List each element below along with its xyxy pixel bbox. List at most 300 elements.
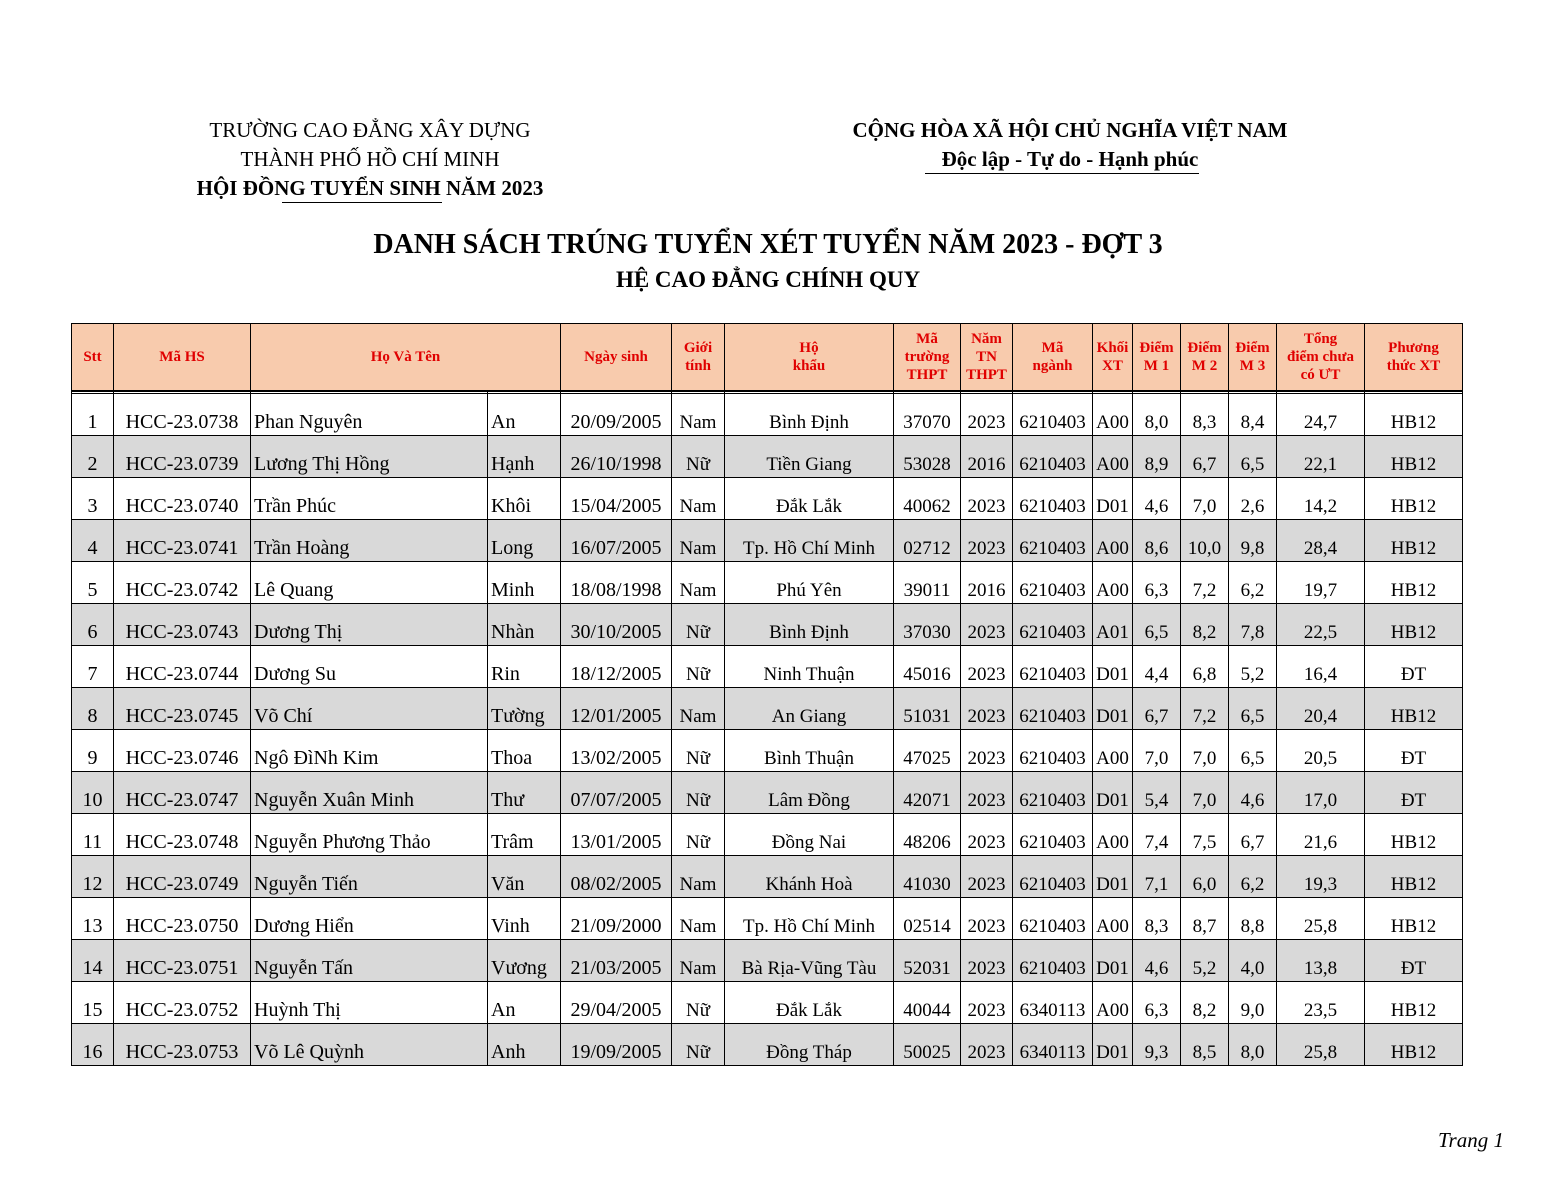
cell-ho-khau: Bà Rịa-Vũng Tàu	[725, 940, 894, 982]
cell-ho-khau: Đồng Tháp	[725, 1024, 894, 1066]
cell-ma-nganh: 6210403	[1013, 772, 1093, 814]
cell-diem-m1: 7,4	[1133, 814, 1181, 856]
admission-council: HỘI ĐỒNG TUYỂN SINH NĂM 2023	[196, 176, 544, 200]
header-ngay-sinh: Ngày sinh	[561, 324, 672, 392]
cell-diem-m1: 4,4	[1133, 646, 1181, 688]
cell-diem-m3: 6,2	[1229, 856, 1277, 898]
cell-tong-diem: 24,7	[1277, 394, 1365, 436]
cell-gioi-tinh: Nữ	[672, 646, 725, 688]
cell-ten: Thư	[488, 772, 561, 814]
cell-diem-m2: 5,2	[1181, 940, 1229, 982]
cell-stt: 7	[72, 646, 114, 688]
cell-ho-khau: Bình Thuận	[725, 730, 894, 772]
cell-ten: Tường	[488, 688, 561, 730]
cell-stt: 2	[72, 436, 114, 478]
cell-ho: Trần Hoàng	[251, 520, 488, 562]
cell-stt: 15	[72, 982, 114, 1024]
table-row	[72, 604, 1463, 646]
cell-diem-m3: 2,6	[1229, 478, 1277, 520]
cell-ten: Khôi	[488, 478, 561, 520]
cell-diem-m2: 10,0	[1181, 520, 1229, 562]
national-header	[790, 116, 1350, 174]
cell-ten: Thoa	[488, 730, 561, 772]
cell-diem-m3: 6,5	[1229, 688, 1277, 730]
header-ho-ten: Họ Và Tên	[251, 324, 561, 392]
cell-ho: Huỳnh Thị	[251, 982, 488, 1024]
cell-ma-truong: 39011	[894, 562, 961, 604]
cell-phuong-thuc: HB12	[1365, 814, 1463, 856]
cell-ma-hs: HCC-23.0752	[114, 982, 251, 1024]
cell-gioi-tinh: Nam	[672, 520, 725, 562]
cell-phuong-thuc: ĐT	[1365, 772, 1463, 814]
cell-gioi-tinh: Nữ	[672, 1024, 725, 1066]
cell-ma-hs: HCC-23.0740	[114, 478, 251, 520]
cell-gioi-tinh: Nam	[672, 394, 725, 436]
cell-ho-khau: Đồng Nai	[725, 814, 894, 856]
cell-khoi-xt: D01	[1093, 772, 1133, 814]
cell-diem-m2: 7,0	[1181, 730, 1229, 772]
national-motto: Độc lập - Tự do - Hạnh phúc	[941, 147, 1199, 171]
cell-gioi-tinh: Nữ	[672, 982, 725, 1024]
cell-ma-hs: HCC-23.0745	[114, 688, 251, 730]
cell-ma-truong: 41030	[894, 856, 961, 898]
cell-ma-truong: 52031	[894, 940, 961, 982]
cell-ho-khau: Đắk Lắk	[725, 982, 894, 1024]
cell-ngay-sinh: 08/02/2005	[561, 856, 672, 898]
admission-table	[71, 323, 1463, 1066]
cell-nam-tn: 2023	[961, 478, 1013, 520]
cell-ma-hs: HCC-23.0750	[114, 898, 251, 940]
cell-khoi-xt: D01	[1093, 1024, 1133, 1066]
cell-diem-m3: 9,8	[1229, 520, 1277, 562]
cell-ma-nganh: 6210403	[1013, 730, 1093, 772]
cell-diem-m1: 8,6	[1133, 520, 1181, 562]
cell-khoi-xt: A01	[1093, 604, 1133, 646]
cell-ho-khau: Lâm Đồng	[725, 772, 894, 814]
cell-ma-truong: 40044	[894, 982, 961, 1024]
cell-ten: Vinh	[488, 898, 561, 940]
cell-ten: An	[488, 982, 561, 1024]
cell-khoi-xt: D01	[1093, 940, 1133, 982]
cell-diem-m3: 5,2	[1229, 646, 1277, 688]
cell-khoi-xt: A00	[1093, 982, 1133, 1024]
cell-diem-m3: 7,8	[1229, 604, 1277, 646]
header-diem-m3: Điểm M 3	[1229, 324, 1277, 392]
cell-tong-diem: 22,5	[1277, 604, 1365, 646]
cell-diem-m2: 8,2	[1181, 982, 1229, 1024]
cell-phuong-thuc: HB12	[1365, 436, 1463, 478]
document-title: DANH SÁCH TRÚNG TUYỂN XÉT TUYỂN NĂM 2023 - ĐỢT 3	[373, 229, 1163, 260]
cell-diem-m2: 7,2	[1181, 688, 1229, 730]
cell-gioi-tinh: Nam	[672, 940, 725, 982]
cell-stt: 11	[72, 814, 114, 856]
header-ma-truong: Mã trường THPT	[894, 324, 961, 392]
table-row	[72, 478, 1463, 520]
cell-ma-hs: HCC-23.0753	[114, 1024, 251, 1066]
cell-ho: Lương Thị Hồng	[251, 436, 488, 478]
table-row	[72, 1024, 1463, 1066]
cell-khoi-xt: D01	[1093, 856, 1133, 898]
cell-ngay-sinh: 13/01/2005	[561, 814, 672, 856]
cell-ho-khau: Bình Định	[725, 604, 894, 646]
cell-ngay-sinh: 12/01/2005	[561, 688, 672, 730]
cell-ma-hs: HCC-23.0741	[114, 520, 251, 562]
cell-ma-hs: HCC-23.0742	[114, 562, 251, 604]
cell-stt: 3	[72, 478, 114, 520]
cell-ten: Long	[488, 520, 561, 562]
cell-diem-m1: 5,4	[1133, 772, 1181, 814]
cell-ngay-sinh: 20/09/2005	[561, 394, 672, 436]
cell-nam-tn: 2023	[961, 856, 1013, 898]
cell-nam-tn: 2023	[961, 646, 1013, 688]
left-header-rule	[282, 202, 442, 203]
page-number: Trang 1	[1438, 1128, 1504, 1152]
cell-tong-diem: 16,4	[1277, 646, 1365, 688]
table-row	[72, 520, 1463, 562]
cell-ma-truong: 51031	[894, 688, 961, 730]
cell-diem-m2: 7,0	[1181, 478, 1229, 520]
cell-ma-nganh: 6210403	[1013, 814, 1093, 856]
cell-nam-tn: 2016	[961, 436, 1013, 478]
cell-gioi-tinh: Nam	[672, 898, 725, 940]
cell-stt: 1	[72, 394, 114, 436]
header-tong-diem: Tổng điểm chưa có ƯT	[1277, 324, 1365, 392]
cell-ho: Võ Chí	[251, 688, 488, 730]
cell-stt: 16	[72, 1024, 114, 1066]
cell-ten: Vương	[488, 940, 561, 982]
cell-nam-tn: 2016	[961, 562, 1013, 604]
cell-ma-hs: HCC-23.0743	[114, 604, 251, 646]
cell-gioi-tinh: Nữ	[672, 814, 725, 856]
header-diem-m1: Điểm M 1	[1133, 324, 1181, 392]
cell-ho: Nguyễn Tiến	[251, 856, 488, 898]
cell-nam-tn: 2023	[961, 394, 1013, 436]
cell-tong-diem: 17,0	[1277, 772, 1365, 814]
cell-ngay-sinh: 26/10/1998	[561, 436, 672, 478]
cell-diem-m1: 8,3	[1133, 898, 1181, 940]
cell-ma-nganh: 6210403	[1013, 898, 1093, 940]
cell-ho: Dương Su	[251, 646, 488, 688]
cell-ngay-sinh: 19/09/2005	[561, 1024, 672, 1066]
header-diem-m2: Điểm M 2	[1181, 324, 1229, 392]
cell-ho-khau: Tp. Hồ Chí Minh	[725, 520, 894, 562]
cell-ho-khau: Bình Định	[725, 394, 894, 436]
cell-ngay-sinh: 07/07/2005	[561, 772, 672, 814]
cell-ma-nganh: 6210403	[1013, 436, 1093, 478]
cell-ho-khau: Ninh Thuận	[725, 646, 894, 688]
cell-phuong-thuc: ĐT	[1365, 646, 1463, 688]
cell-ma-hs: HCC-23.0744	[114, 646, 251, 688]
cell-diem-m2: 8,3	[1181, 394, 1229, 436]
cell-ten: Văn	[488, 856, 561, 898]
cell-ngay-sinh: 13/02/2005	[561, 730, 672, 772]
table-row	[72, 436, 1463, 478]
cell-diem-m3: 9,0	[1229, 982, 1277, 1024]
cell-diem-m2: 6,0	[1181, 856, 1229, 898]
cell-gioi-tinh: Nữ	[672, 604, 725, 646]
cell-nam-tn: 2023	[961, 982, 1013, 1024]
cell-ho: Dương Thị	[251, 604, 488, 646]
cell-ma-truong: 42071	[894, 772, 961, 814]
cell-tong-diem: 25,8	[1277, 1024, 1365, 1066]
cell-diem-m2: 6,8	[1181, 646, 1229, 688]
cell-diem-m3: 8,8	[1229, 898, 1277, 940]
table-row	[72, 940, 1463, 982]
cell-gioi-tinh: Nam	[672, 478, 725, 520]
cell-ma-truong: 02514	[894, 898, 961, 940]
cell-ma-truong: 40062	[894, 478, 961, 520]
cell-ten: Hạnh	[488, 436, 561, 478]
cell-nam-tn: 2023	[961, 772, 1013, 814]
cell-ho-khau: Đắk Lắk	[725, 478, 894, 520]
cell-khoi-xt: A00	[1093, 436, 1133, 478]
cell-diem-m3: 6,7	[1229, 814, 1277, 856]
cell-ma-nganh: 6210403	[1013, 940, 1093, 982]
cell-stt: 14	[72, 940, 114, 982]
cell-khoi-xt: D01	[1093, 646, 1133, 688]
school-header	[150, 116, 590, 203]
cell-diem-m3: 4,0	[1229, 940, 1277, 982]
cell-phuong-thuc: HB12	[1365, 982, 1463, 1024]
cell-ma-hs: HCC-23.0748	[114, 814, 251, 856]
cell-khoi-xt: A00	[1093, 730, 1133, 772]
cell-ho: Ngô ĐìNh Kim	[251, 730, 488, 772]
cell-diem-m2: 7,2	[1181, 562, 1229, 604]
cell-ma-hs: HCC-23.0749	[114, 856, 251, 898]
cell-ho-khau: Khánh Hoà	[725, 856, 894, 898]
cell-tong-diem: 28,4	[1277, 520, 1365, 562]
right-header-rule	[925, 173, 1199, 174]
cell-ma-truong: 02712	[894, 520, 961, 562]
cell-tong-diem: 14,2	[1277, 478, 1365, 520]
cell-ho: Võ Lê Quỳnh	[251, 1024, 488, 1066]
cell-tong-diem: 22,1	[1277, 436, 1365, 478]
document-subtitle: HỆ CAO ĐẲNG CHÍNH QUY	[615, 267, 921, 292]
cell-phuong-thuc: HB12	[1365, 604, 1463, 646]
cell-nam-tn: 2023	[961, 940, 1013, 982]
cell-diem-m1: 8,0	[1133, 394, 1181, 436]
cell-nam-tn: 2023	[961, 604, 1013, 646]
cell-ma-truong: 53028	[894, 436, 961, 478]
cell-stt: 4	[72, 520, 114, 562]
cell-diem-m2: 8,2	[1181, 604, 1229, 646]
table-row	[72, 688, 1463, 730]
cell-ma-truong: 37030	[894, 604, 961, 646]
cell-diem-m3: 8,4	[1229, 394, 1277, 436]
cell-ma-hs: HCC-23.0747	[114, 772, 251, 814]
cell-ho: Nguyễn Phương Thảo	[251, 814, 488, 856]
cell-phuong-thuc: HB12	[1365, 898, 1463, 940]
cell-ngay-sinh: 18/08/1998	[561, 562, 672, 604]
cell-ten: Minh	[488, 562, 561, 604]
cell-ho: Dương Hiển	[251, 898, 488, 940]
cell-ma-truong: 37070	[894, 394, 961, 436]
cell-nam-tn: 2023	[961, 688, 1013, 730]
cell-ngay-sinh: 21/09/2000	[561, 898, 672, 940]
table-row	[72, 394, 1463, 436]
cell-stt: 9	[72, 730, 114, 772]
cell-diem-m3: 6,5	[1229, 730, 1277, 772]
cell-ngay-sinh: 30/10/2005	[561, 604, 672, 646]
header-ma-nganh: Mã ngành	[1013, 324, 1093, 392]
school-name-line1: TRƯỜNG CAO ĐẲNG XÂY DỰNG	[209, 118, 531, 142]
cell-ten: Trâm	[488, 814, 561, 856]
cell-phuong-thuc: HB12	[1365, 478, 1463, 520]
header-nam-tn: Năm TN THPT	[961, 324, 1013, 392]
cell-phuong-thuc: HB12	[1365, 1024, 1463, 1066]
cell-ngay-sinh: 21/03/2005	[561, 940, 672, 982]
cell-gioi-tinh: Nam	[672, 856, 725, 898]
cell-ho-khau: Phú Yên	[725, 562, 894, 604]
cell-tong-diem: 20,5	[1277, 730, 1365, 772]
cell-diem-m1: 8,9	[1133, 436, 1181, 478]
cell-phuong-thuc: ĐT	[1365, 940, 1463, 982]
cell-ma-nganh: 6210403	[1013, 394, 1093, 436]
cell-ma-nganh: 6210403	[1013, 688, 1093, 730]
cell-tong-diem: 25,8	[1277, 898, 1365, 940]
header-gioi-tinh: Giới tính	[672, 324, 725, 392]
table-row	[72, 730, 1463, 772]
cell-diem-m2: 8,5	[1181, 1024, 1229, 1066]
cell-gioi-tinh: Nữ	[672, 772, 725, 814]
cell-khoi-xt: A00	[1093, 814, 1133, 856]
cell-stt: 5	[72, 562, 114, 604]
cell-ho-khau: Tp. Hồ Chí Minh	[725, 898, 894, 940]
cell-ho: Nguyễn Tấn	[251, 940, 488, 982]
cell-diem-m2: 8,7	[1181, 898, 1229, 940]
table-row	[72, 898, 1463, 940]
cell-diem-m3: 6,5	[1229, 436, 1277, 478]
table-row	[72, 646, 1463, 688]
header-ma-hs: Mã HS	[114, 324, 251, 392]
cell-nam-tn: 2023	[961, 730, 1013, 772]
cell-ma-nganh: 6210403	[1013, 646, 1093, 688]
cell-ngay-sinh: 16/07/2005	[561, 520, 672, 562]
cell-diem-m1: 6,5	[1133, 604, 1181, 646]
cell-ho: Lê Quang	[251, 562, 488, 604]
table-row	[72, 562, 1463, 604]
cell-ma-nganh: 6210403	[1013, 520, 1093, 562]
cell-ho-khau: Tiền Giang	[725, 436, 894, 478]
cell-ho: Phan Nguyên	[251, 394, 488, 436]
cell-ma-truong: 45016	[894, 646, 961, 688]
header-stt: Stt	[72, 324, 114, 392]
cell-ma-nganh: 6340113	[1013, 1024, 1093, 1066]
cell-ngay-sinh: 29/04/2005	[561, 982, 672, 1024]
cell-ten: Rin	[488, 646, 561, 688]
cell-diem-m3: 8,0	[1229, 1024, 1277, 1066]
school-name-line2: THÀNH PHỐ HỒ CHÍ MINH	[240, 147, 500, 171]
cell-ten: Anh	[488, 1024, 561, 1066]
cell-diem-m2: 7,0	[1181, 772, 1229, 814]
cell-diem-m1: 4,6	[1133, 940, 1181, 982]
table-row	[72, 814, 1463, 856]
cell-khoi-xt: A00	[1093, 520, 1133, 562]
cell-diem-m1: 6,3	[1133, 562, 1181, 604]
header-khoi-xt: Khối XT	[1093, 324, 1133, 392]
header-phuong-thuc: Phương thức XT	[1365, 324, 1463, 392]
cell-stt: 6	[72, 604, 114, 646]
cell-diem-m1: 6,7	[1133, 688, 1181, 730]
cell-tong-diem: 19,7	[1277, 562, 1365, 604]
cell-diem-m1: 6,3	[1133, 982, 1181, 1024]
cell-ma-nganh: 6210403	[1013, 478, 1093, 520]
cell-khoi-xt: A00	[1093, 394, 1133, 436]
cell-stt: 12	[72, 856, 114, 898]
cell-phuong-thuc: HB12	[1365, 562, 1463, 604]
cell-khoi-xt: A00	[1093, 898, 1133, 940]
cell-stt: 13	[72, 898, 114, 940]
cell-gioi-tinh: Nữ	[672, 436, 725, 478]
cell-ma-hs: HCC-23.0751	[114, 940, 251, 982]
cell-diem-m3: 4,6	[1229, 772, 1277, 814]
cell-ten: Nhàn	[488, 604, 561, 646]
cell-diem-m2: 6,7	[1181, 436, 1229, 478]
cell-diem-m1: 4,6	[1133, 478, 1181, 520]
cell-khoi-xt: D01	[1093, 478, 1133, 520]
cell-tong-diem: 21,6	[1277, 814, 1365, 856]
cell-tong-diem: 19,3	[1277, 856, 1365, 898]
cell-stt: 8	[72, 688, 114, 730]
cell-diem-m2: 7,5	[1181, 814, 1229, 856]
cell-ma-nganh: 6210403	[1013, 604, 1093, 646]
cell-phuong-thuc: HB12	[1365, 520, 1463, 562]
cell-gioi-tinh: Nam	[672, 688, 725, 730]
cell-tong-diem: 23,5	[1277, 982, 1365, 1024]
cell-khoi-xt: A00	[1093, 562, 1133, 604]
cell-nam-tn: 2023	[961, 1024, 1013, 1066]
cell-ma-hs: HCC-23.0738	[114, 394, 251, 436]
cell-phuong-thuc: HB12	[1365, 688, 1463, 730]
table-header-row	[72, 324, 1463, 392]
cell-ma-truong: 47025	[894, 730, 961, 772]
cell-ho: Trần Phúc	[251, 478, 488, 520]
cell-diem-m1: 7,1	[1133, 856, 1181, 898]
cell-ten: An	[488, 394, 561, 436]
cell-diem-m1: 9,3	[1133, 1024, 1181, 1066]
cell-ma-hs: HCC-23.0739	[114, 436, 251, 478]
cell-phuong-thuc: HB12	[1365, 394, 1463, 436]
cell-ma-nganh: 6340113	[1013, 982, 1093, 1024]
table-row	[72, 982, 1463, 1024]
cell-ho: Nguyễn Xuân Minh	[251, 772, 488, 814]
cell-nam-tn: 2023	[961, 814, 1013, 856]
cell-ma-nganh: 6210403	[1013, 562, 1093, 604]
cell-ho-khau: An Giang	[725, 688, 894, 730]
cell-gioi-tinh: Nữ	[672, 730, 725, 772]
cell-diem-m3: 6,2	[1229, 562, 1277, 604]
country-name: CỘNG HÒA XÃ HỘI CHỦ NGHĨA VIỆT NAM	[852, 118, 1288, 142]
cell-diem-m1: 7,0	[1133, 730, 1181, 772]
cell-khoi-xt: D01	[1093, 688, 1133, 730]
cell-ngay-sinh: 18/12/2005	[561, 646, 672, 688]
table-row	[72, 856, 1463, 898]
cell-nam-tn: 2023	[961, 520, 1013, 562]
table-row	[72, 772, 1463, 814]
cell-ma-hs: HCC-23.0746	[114, 730, 251, 772]
cell-ngay-sinh: 15/04/2005	[561, 478, 672, 520]
cell-tong-diem: 13,8	[1277, 940, 1365, 982]
cell-phuong-thuc: ĐT	[1365, 730, 1463, 772]
cell-ma-truong: 48206	[894, 814, 961, 856]
cell-ma-nganh: 6210403	[1013, 856, 1093, 898]
header-ho-khau: Hộ khẩu	[725, 324, 894, 392]
cell-stt: 10	[72, 772, 114, 814]
cell-phuong-thuc: HB12	[1365, 856, 1463, 898]
cell-nam-tn: 2023	[961, 898, 1013, 940]
cell-tong-diem: 20,4	[1277, 688, 1365, 730]
cell-ma-truong: 50025	[894, 1024, 961, 1066]
